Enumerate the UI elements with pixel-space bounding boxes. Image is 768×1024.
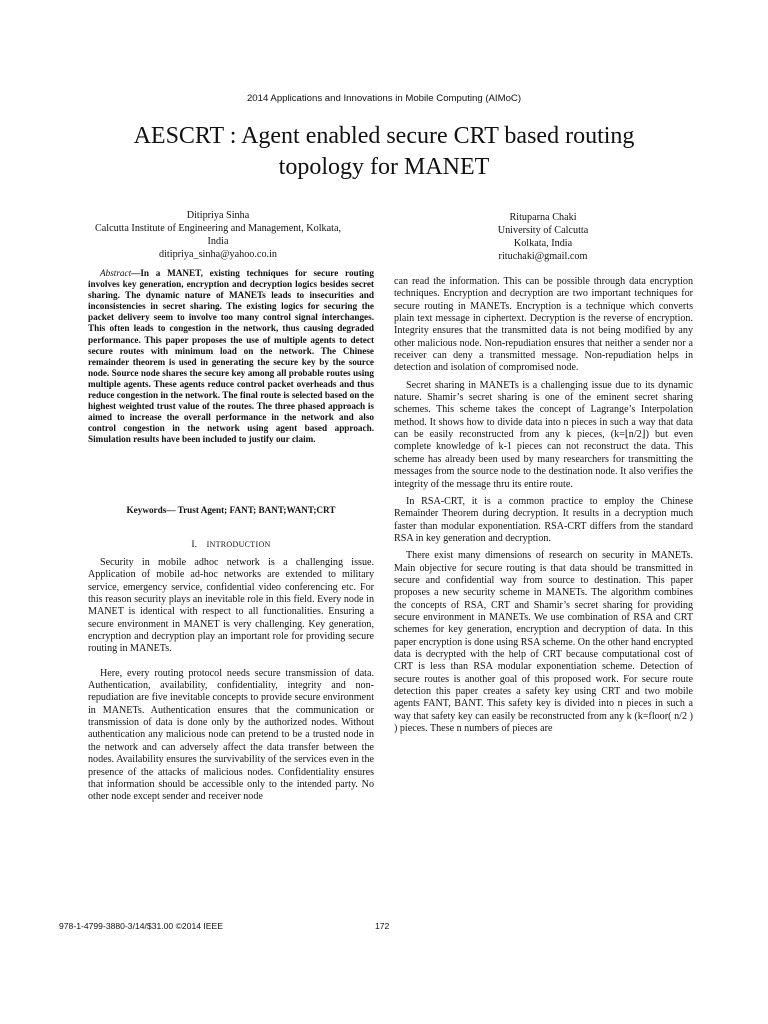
- left-column-body: [88, 557, 374, 804]
- abstract: [88, 268, 374, 446]
- paper-title: [60, 121, 708, 183]
- right-column-body: [394, 276, 693, 735]
- paper-title-line-1: AESCRT : Agent enabled secure CRT based routing: [133, 123, 635, 149]
- conference-header: 2014 Applications and Innovations in Mobile Computing (AIMoC): [246, 93, 522, 104]
- abstract-label: Abstract: [100, 268, 132, 278]
- right-paragraph-3: In RSA-CRT, it is a common practice to employ the Chinese Remainder Theorem during decryption. It results in a decryption much faster than modular exponentiation. RSA-CRT differs from the standard RSA in key generation and decryption.: [394, 495, 693, 544]
- author-block-1: [66, 209, 370, 261]
- right-paragraph-2: Secret sharing in MANETs is a challenging issue due to its dynamic nature. Shamir’s secret sharing is one of the eminent secret sharing schemes. This scheme takes the concept of Lagrange’s Interpolation method. It shows how to divide data into n pieces in such a way that data can be easily reconstructed from any k pieces, (k=⌊n/2⌋) but even complete knowledge of k-1 pieces can not reconstruct the data. This scheme has already been used by many researchers for transmitting the messages from the source node to the destination node. It also verifies the integrity of the message thru its entire route.: [394, 379, 693, 490]
- paper-title-line-2: topology for MANET: [278, 154, 490, 180]
- author-block-2: [413, 211, 673, 263]
- keywords-text: Trust Agent; FANT; BANT;WANT;CRT: [175, 505, 336, 515]
- section-heading-introduction: [88, 539, 374, 550]
- author-affiliation: Calcutta Institute of Engineering and Management, Kolkata,: [94, 223, 342, 234]
- keywords-label: Keywords—: [126, 505, 176, 515]
- abstract-text: —In a MANET, existing techniques for secure routing involves key generation, encryption and decryption logics besides secret sharing. The dynamic nature of MANETs leads to insecurities and inconsistencies in secret sharing. The existing logics for securing the packet delivery seem to involve too many control signal interchanges. This often leads to congestion in the network, thus causing degraded performance. This paper proposes the use of multiple agents to detect secure routes with minimum load on the network. The Chinese remainder theorem is used in generating the secure key by the source node. Source node shares the secure key among all probable routes using multiple agents. These agents reduce control packet overheads and thus reduce congestion in the network. The final route is selected based on the highest weighted trust value of the routes. The three phased approach is aimed to increase the overall performance in the network and also control congestion in the network using agent based approach. Simulation results have been included to justify our claim.: [88, 268, 374, 445]
- right-paragraph-1: can read the information. This can be possible through data encryption techniques. Encryption and decryption are two important techniques for secure routing in MANETs. Encryption is a technique which converts plain text message in ciphertext. Decryption is the reverse of encryption. Integrity ensures that the transmitted data is not being modified by any other malicious node. Non-repudiation ensures that neither a sender nor a receiver can deny a transmitted message. Non-repudiation helps in detection and isolation of compromised node.: [394, 276, 693, 374]
- author-affiliation-location: Kolkata, India: [513, 238, 573, 249]
- footer-copyright: 978-1-4799-3880-3/14/$31.00 ©2014 IEEE: [59, 921, 224, 931]
- author-name: Ditipriya Sinha: [186, 210, 250, 221]
- section-title: INTRODUCTION: [206, 540, 271, 549]
- page-number: 172: [375, 921, 390, 931]
- section-number: I.: [191, 539, 197, 550]
- author-email: rituchaki@gmail.com: [498, 251, 588, 262]
- author-affiliation-country: India: [207, 236, 229, 247]
- left-paragraph-1: Security in mobile adhoc network is a challenging issue. Application of mobile ad-hoc networks are extended to military service, emergency service, confidential video conferencing etc. For this reason security plays an inevitable role in this field. Every node in MANET is identical with respect to all functionalities. Ensuring a secure environment in MANET is very challenging. Key generation, encryption and decryption play an important role for providing secure routing in MANETs.: [88, 557, 374, 655]
- left-paragraph-2: Here, every routing protocol needs secure transmission of data. Authentication, availability, confidentiality, integrity and non-repudiation are five inevitable concepts to provide secure environment in MANETs. Authentication ensures that the communication or transmission of data is done only by the authorized nodes. Without authentication any malicious node can pretend to be a trusted node in the network and can adversely affect the data transfer between the nodes. Availability ensures the survivability of the services even in the presence of the attacks of malicious nodes. Confidentiality ensures that information should be accessible only to the intended party. No other node except sender and receiver node: [88, 667, 374, 803]
- author-affiliation: University of Calcutta: [497, 225, 589, 236]
- keywords: [88, 505, 374, 515]
- right-paragraph-4: There exist many dimensions of research on security in MANETs. Main objective for secure routing is that data should be transmitted in secure and confidential way from source to destination. This paper proposes a new security scheme in MANETs. The algorithm combines the concepts of RSA, CRT and Shamir’s secret sharing for providing secure environment in MANETs. We use combination of RSA and CRT schemes for key generation, encryption and decryption of data. In this paper encryption is done using RSA scheme. On the other hand encrypted data is decrypted with the help of CRT because computational cost of CRT is less than RSA modular exponentiation scheme. Detection of secure routes is another goal of this proposed work. For secure route detection this paper creates a safety key using CRT and two mobile agents FANT, BANT. This safety key is divided into n pieces in such a way that safety key can easily be reconstructed from any k (k=floor( n/2 ) ) pieces. These n numbers of pieces are: [394, 550, 693, 735]
- author-email: ditipriya_sinha@yahoo.co.in: [158, 249, 278, 260]
- author-name: Rituparna Chaki: [509, 212, 577, 223]
